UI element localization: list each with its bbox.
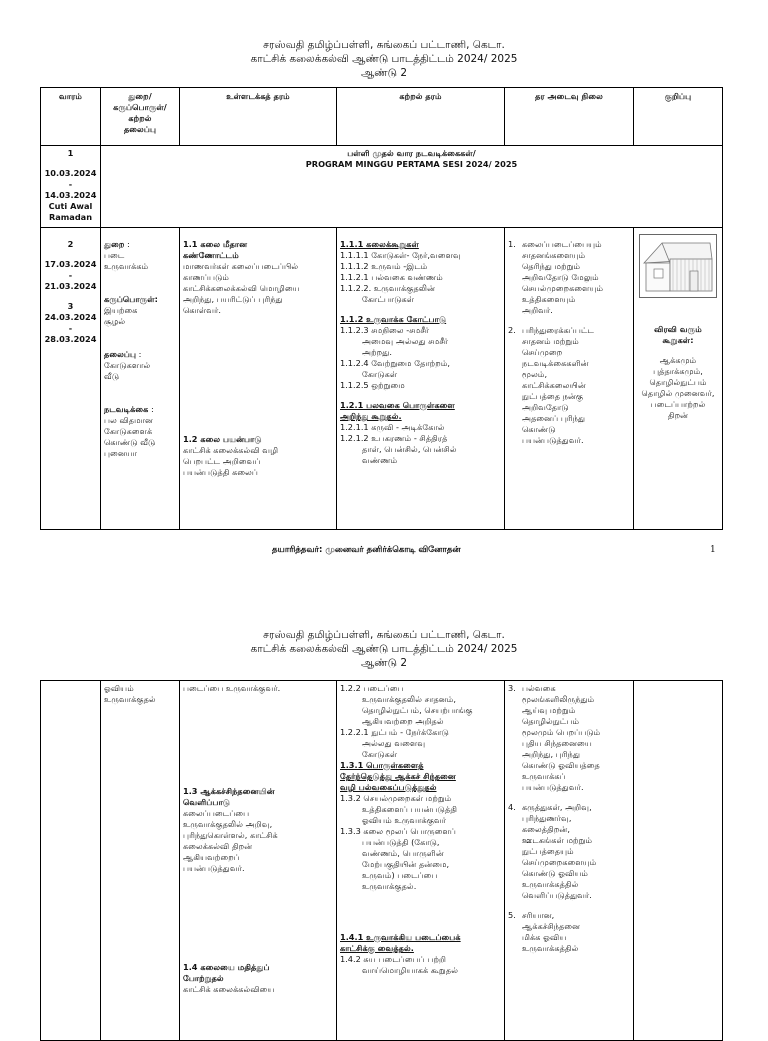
table-row	[41, 228, 723, 530]
unit-cell: துறை : படை உருவாக்கம் கருப்பொருள்: இயற்கை சூழல் தலைப்பு : கோடுகளால் வீடு நடவடிக்கை : பல விதமான கோடுகளைக் கொண்டு வீடு புனையா	[101, 228, 180, 530]
table-row	[41, 146, 723, 228]
school-name: சரஸ்வதி தமிழ்ப்பள்ளி, சுங்கைப் பட்டாணி, கெடா.	[263, 39, 505, 51]
notes-cell: விரவி வரும் கூறுகள்: ஆக்கமும் புத்தாக்கமும், தொழில்நுட்பம் தொழில் முனைவர், படைப்பாற்றல் திறன்	[634, 228, 723, 530]
first-week-activity: பள்ளி முதல் வார நடவடிக்கைகள்/ PROGRAM MINGGU PERTAMA SESI 2024/ 2025	[101, 146, 723, 228]
school-name: சரஸ்வதி தமிழ்ப்பள்ளி, சுங்கைப் பட்டாணி, கெடா.	[263, 629, 505, 641]
house-sketch-icon	[640, 235, 716, 297]
page-number: 1	[710, 545, 716, 555]
lesson-plan-table-continued	[40, 680, 723, 1041]
lesson-plan-table	[40, 87, 723, 530]
list-item: 5. சரியான, ஆக்கச்சிந்தனை மிக்க ஓவிய உருவாக்கத்தில்	[508, 910, 581, 953]
learning-standard-cell: 1.2.2 படைப்பை உருவாக்குதலில் சாதனம், தொழில்நுட்பம், செயற்பாங்கு ஆகியவற்றை அறிதல் 1.2.2.1 நுட்பம் - நேர்க்கோடு அல்லது வளைவு கோடுகள் 1.3.1 பொருள்களைத் தேர்ந்தெடுத்து ஆக்கச் சிந்தனை வழி பல்வகைப்படுத்துதல் 1.3.2 செயல்முறைகள் மற்றும் உத்திகளைப் பயன்படுத்தி ஓவியம் உருவாக்குவர் 1.3.3 கலை மூலப் பொருளைப் பயன்படுத்தி (கோடு, வண்ணம், பொருளின் மேற்பகுதியின் தன்மை, உருவம்) படைப்பை உருவாக்குதல். 1.4.1 உருவாக்கிய படைப்பைக் காட்சிக்கு வைத்தல். 1.4.2 சுய படைப்பைப் பற்றி வாய்மொழியாகக் கூறுதல்	[337, 681, 505, 1041]
table-header-row	[41, 88, 723, 146]
week-cell: 1 10.03.2024 - 14.03.2024 Cuti Awal Ramadan	[41, 146, 101, 228]
performance-level-cell	[505, 228, 634, 530]
year-label: ஆண்டு 2	[360, 657, 408, 669]
week-cell: 2 17.03.2024 - 21.03.2024 3 24.03.2024 - 28.03.2024	[41, 228, 101, 530]
plan-title: காட்சிக் கலைக்கல்வி ஆண்டு பாடத்திட்டம் 2024/ 2025	[250, 53, 518, 65]
year-label: ஆண்டு 2	[360, 67, 408, 79]
prepared-by: தயாரித்தவர்: முனைவர் தனிர்க்கொடி வினோதன்	[272, 545, 461, 555]
notes-cell	[634, 681, 723, 1041]
house-drawing-image	[639, 234, 717, 298]
learning-standard-cell: 1.1.1 கலைக்கூறுகள் 1.1.1.1 கோடுகள்- நேர்,வளைவு 1.1.1.2 உருவம் -இடம் 1.1.2.1 பல்வகை வண்ணம் 1.1.2.2. உருவாக்குதலின் கோட்பாடுகள் 1.1.2 உருவாக்க கோட்பாடு 1.1.2.3 சமநிலை -சமசீர் அமைவு அல்லது சமசீர் அற்றது. 1.1.2.4 வேற்றுமை தோற்றம், கோடுகள் 1.1.2.5 ஒற்றுமை 1.2.1 பலவகை பொருள்களை அறிந்து கூறுதல். 1.2.1.1 கருவி - அடிக்கோல் 1.2.1.2 உபகரணம் - சித்திரத் தாள், பென்சில், பென்சில் வண்ணம்	[337, 228, 505, 530]
week-cell	[41, 681, 101, 1041]
col-week: வாரம்	[41, 88, 101, 146]
page-header	[0, 628, 768, 670]
page-header	[0, 38, 768, 80]
list-item: 3. பல்வகை மூலங்களிலிருந்தும் ஆய்வு மற்றும் தொழில்நுட்பம் மூலமும் பெறப்படும் புதிய சிந்தனையை அறிந்து, புரிந்து கொண்டு ஓவியத்தை உருவாக்கப் பயன்படுத்துவர்.	[508, 683, 601, 792]
table-row	[41, 681, 723, 1041]
unit-cell: ஓவியம் உருவாக்குதல்	[101, 681, 180, 1041]
plan-title: காட்சிக் கலைக்கல்வி ஆண்டு பாடத்திட்டம் 2024/ 2025	[250, 643, 518, 655]
performance-level-cell	[505, 681, 634, 1041]
list-item: 4. கருத்துகள், அறிவு, புரிந்துணர்வு, கலைத்திறன், ஊடகங்கள் மற்றும் நுட்பத்தையும் செய்முறைகளையும் கொண்டு ஓவியம் உருவாக்கத்தில் வெளிப்படுத்துவர்.	[508, 802, 597, 900]
list-item: 2. பரிந்துரைக்கப்பட்ட சாதனம் மற்றும் செய்முறை நடவடிக்கைகளின் மூலம், காட்சிக்கலையின் நுட்பத்தை நன்கு அறிவதோடு அதனைப் புரிந்து கொண்டு பயன்படுத்துவர்.	[508, 325, 595, 445]
col-notes: குறிப்பு	[634, 88, 723, 146]
content-standard-cell: 1.1 கலை மீதான கண்ணோட்டம் மாணவர்கள் கலைப்படைப்பில் காணப்படும் காட்சிக்கலைக்கல்வி மொழியை அறிந்து, பயரிட்டுப் புரிந்து கொள்வர். 1.2 கலை பயன்பாடு காட்சிக் கலைக்கல்வி வழி பெறபட்ட அறிவைப் பயன்படுத்தி கலைப்	[180, 228, 337, 530]
col-unit: துறை/ கருப்பொருள்/ கற்றல் தலைப்பு	[101, 88, 180, 146]
col-content-standard: உள்ளடக்கத் தரம்	[180, 88, 337, 146]
col-learning-standard: கற்றல் தரம்	[337, 88, 505, 146]
col-performance-level: தர அடைவு நிலை	[505, 88, 634, 146]
content-standard-cell: படைப்பை உருவாக்குவர். 1.3 ஆக்கச்சிந்தனையின் வெளிப்பாடு கலைப்படைப்பை உருவாக்குதலில் அறிவு, புரிந்துகொள்ளல், காட்சிக் கலைக்கல்வி திறன் ஆகியவற்றைப் பயன்படுத்துவர். 1.4 கலையை மதித்துப் போற்றுதல் காட்சிக் கலைக்கல்வியை	[180, 681, 337, 1041]
list-item: 1. கலைப்படைப்பையும் சாதனங்களையும் தெரிந்து மற்றும் அறிவதோடு மேலும் செயல்முறைகளையும் உத்திகளையும் அறிவர்.	[508, 239, 604, 315]
